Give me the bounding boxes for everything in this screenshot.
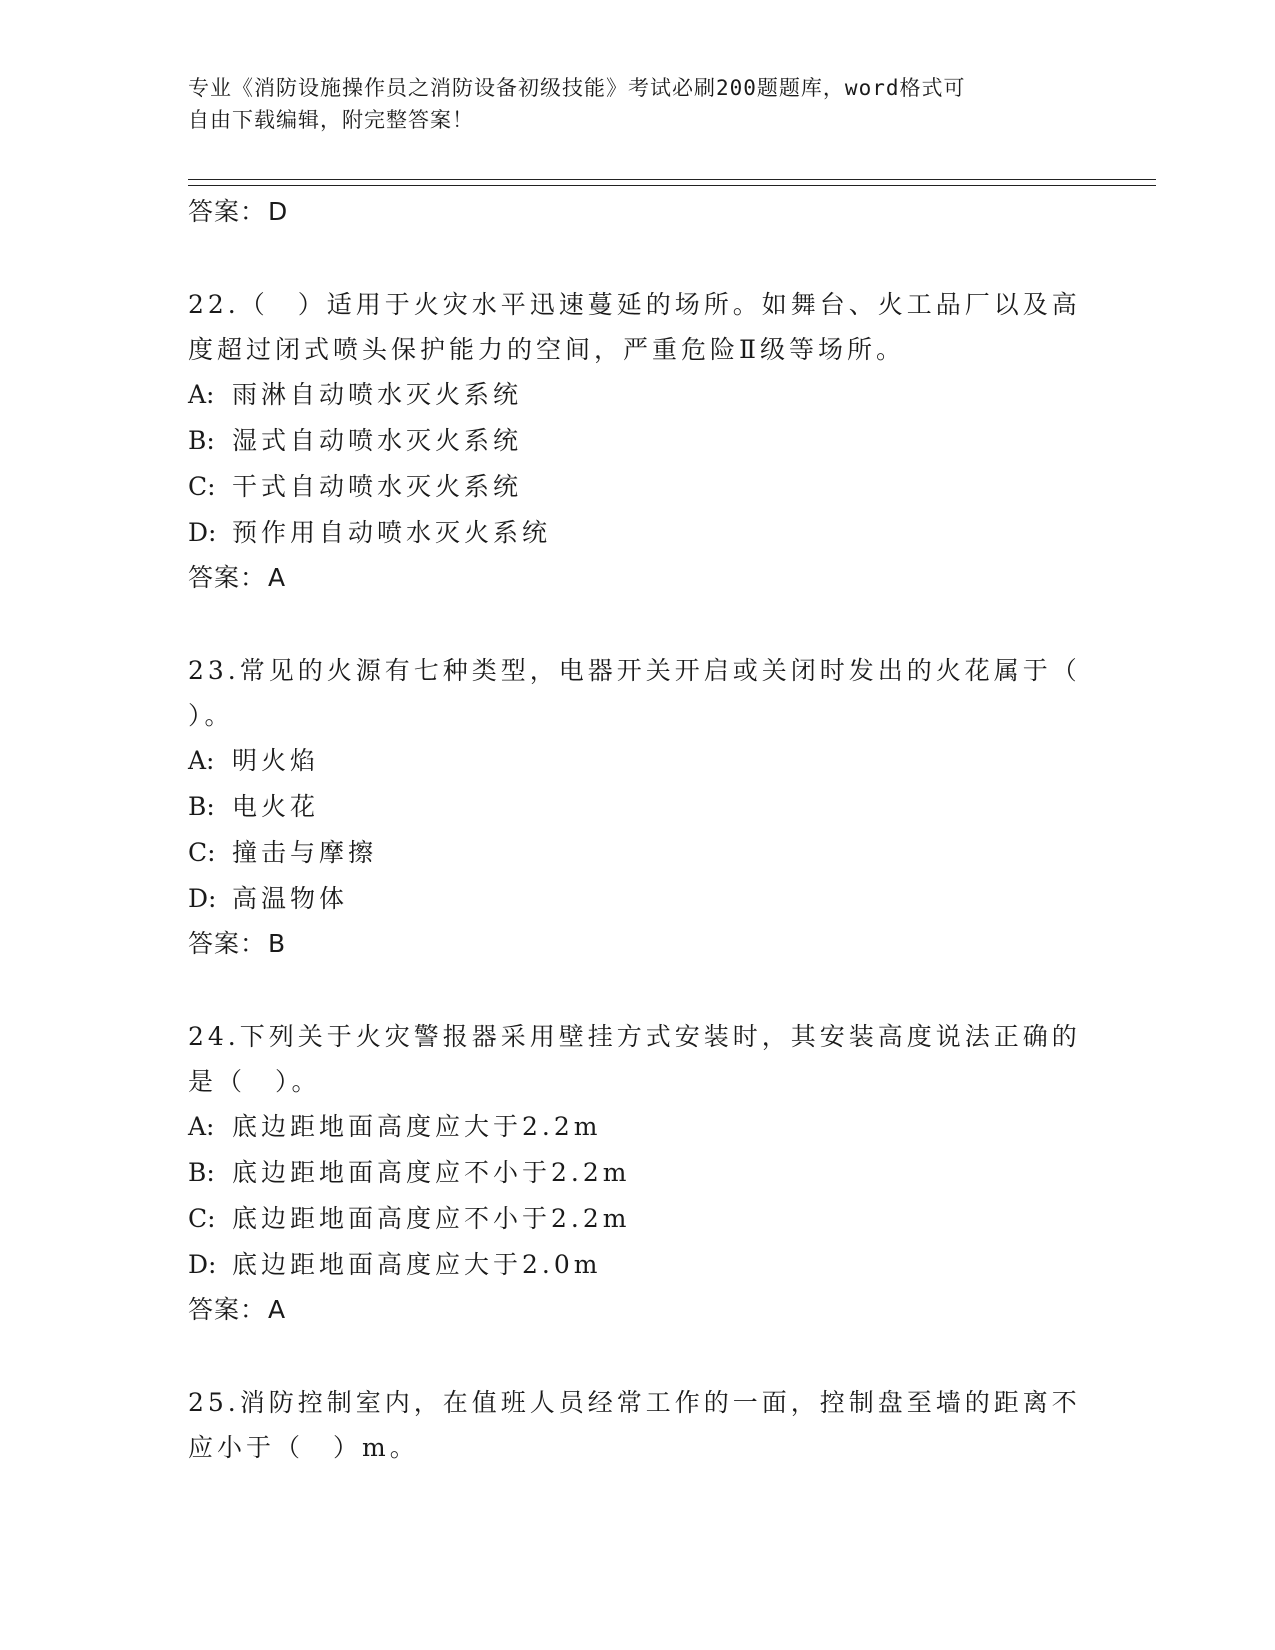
- option-d: [188, 1242, 1088, 1288]
- option-text: 撞击与摩擦: [232, 838, 378, 867]
- answer-value: B: [268, 929, 287, 958]
- option-b: [188, 784, 1088, 830]
- answer-value: A: [268, 1295, 287, 1324]
- question-block: [188, 1014, 1088, 1334]
- option-letter: C:: [188, 838, 216, 867]
- option-text: 预作用自动喷水灭火系统: [232, 518, 552, 547]
- question-number: 22.: [188, 290, 240, 319]
- question-stem: [188, 282, 1088, 372]
- question-block: [188, 282, 1088, 602]
- question-stem: [188, 648, 1088, 738]
- header-title-line-2: 自由下载编辑，附完整答案！: [188, 108, 474, 132]
- answer-value: A: [268, 563, 287, 592]
- option-c: [188, 830, 1088, 876]
- document-header: [188, 72, 1088, 136]
- question-block: [188, 1380, 1088, 1470]
- answer-line: [188, 922, 1088, 968]
- option-a: [188, 738, 1088, 784]
- option-b: [188, 418, 1088, 464]
- option-text: 底边距地面高度应不小于2.2m: [232, 1204, 631, 1233]
- option-letter: B:: [188, 792, 215, 821]
- header-title-line-1: 专业《消防设施操作员之消防设备初级技能》考试必刷200题题库，word格式可: [188, 76, 966, 100]
- option-a: [188, 1104, 1088, 1150]
- question-stem-line-2: 度超过闭式喷头保护能力的空间，严重危险Ⅱ级等场所。: [188, 335, 905, 364]
- option-c: [188, 1196, 1088, 1242]
- answer-label: 答案：: [188, 197, 267, 226]
- question-stem-line-2: ）。: [188, 701, 234, 730]
- question-block: [188, 648, 1088, 968]
- option-d: [188, 510, 1088, 556]
- option-d: [188, 876, 1088, 922]
- option-letter: C:: [188, 472, 216, 501]
- answer-line: [188, 190, 1088, 236]
- option-text: 高温物体: [232, 884, 349, 913]
- answer-label: 答案：: [188, 563, 267, 592]
- question-number: 23.: [188, 656, 240, 685]
- option-c: [188, 464, 1088, 510]
- option-text: 湿式自动喷水灭火系统: [232, 426, 523, 455]
- option-text: 底边距地面高度应大于2.2m: [232, 1112, 602, 1141]
- option-letter: D:: [188, 1250, 217, 1279]
- answer-line: [188, 1288, 1088, 1334]
- option-letter: A:: [188, 1112, 215, 1141]
- option-text: 干式自动喷水灭火系统: [232, 472, 523, 501]
- option-text: 底边距地面高度应不小于2.2m: [232, 1158, 631, 1187]
- question-number: 25.: [188, 1388, 240, 1417]
- question-stem-line-2: 应小于（ ）m。: [188, 1433, 419, 1462]
- option-letter: A:: [188, 746, 215, 775]
- question-stem-line-1: 消防控制室内，在值班人员经常工作的一面，控制盘至墙的距离不: [239, 1388, 1081, 1417]
- option-letter: C:: [188, 1204, 216, 1233]
- option-letter: A:: [188, 380, 215, 409]
- option-text: 明火焰: [232, 746, 320, 775]
- option-letter: D:: [188, 884, 217, 913]
- option-letter: B:: [188, 426, 215, 455]
- option-letter: D:: [188, 518, 217, 547]
- option-b: [188, 1150, 1088, 1196]
- answer-label: 答案：: [188, 929, 267, 958]
- option-letter: B:: [188, 1158, 215, 1187]
- question-list: [188, 190, 1088, 1470]
- question-number: 24.: [188, 1022, 240, 1051]
- question-stem-line-1: 下列关于火灾警报器采用壁挂方式安装时，其安装高度说法正确的: [239, 1022, 1081, 1051]
- question-stem: [188, 1380, 1088, 1470]
- answer-label: 答案：: [188, 1295, 267, 1324]
- option-text: 电火花: [232, 792, 320, 821]
- header-divider-top: [188, 179, 1156, 180]
- option-a: [188, 372, 1088, 418]
- answer-line: [188, 556, 1088, 602]
- question-stem-line-1: 常见的火源有七种类型，电器开关开启或关闭时发出的火花属于（: [239, 656, 1081, 685]
- question-stem: [188, 1014, 1088, 1104]
- header-divider-bottom: [188, 185, 1156, 186]
- answer-value: D: [268, 197, 289, 226]
- option-text: 底边距地面高度应大于2.0m: [232, 1250, 602, 1279]
- question-stem-line-1: （ ）适用于火灾水平迅速蔓延的场所。如舞台、火工品厂以及高: [239, 290, 1081, 319]
- option-text: 雨淋自动喷水灭火系统: [232, 380, 523, 409]
- question-stem-line-2: 是（ ）。: [188, 1067, 321, 1096]
